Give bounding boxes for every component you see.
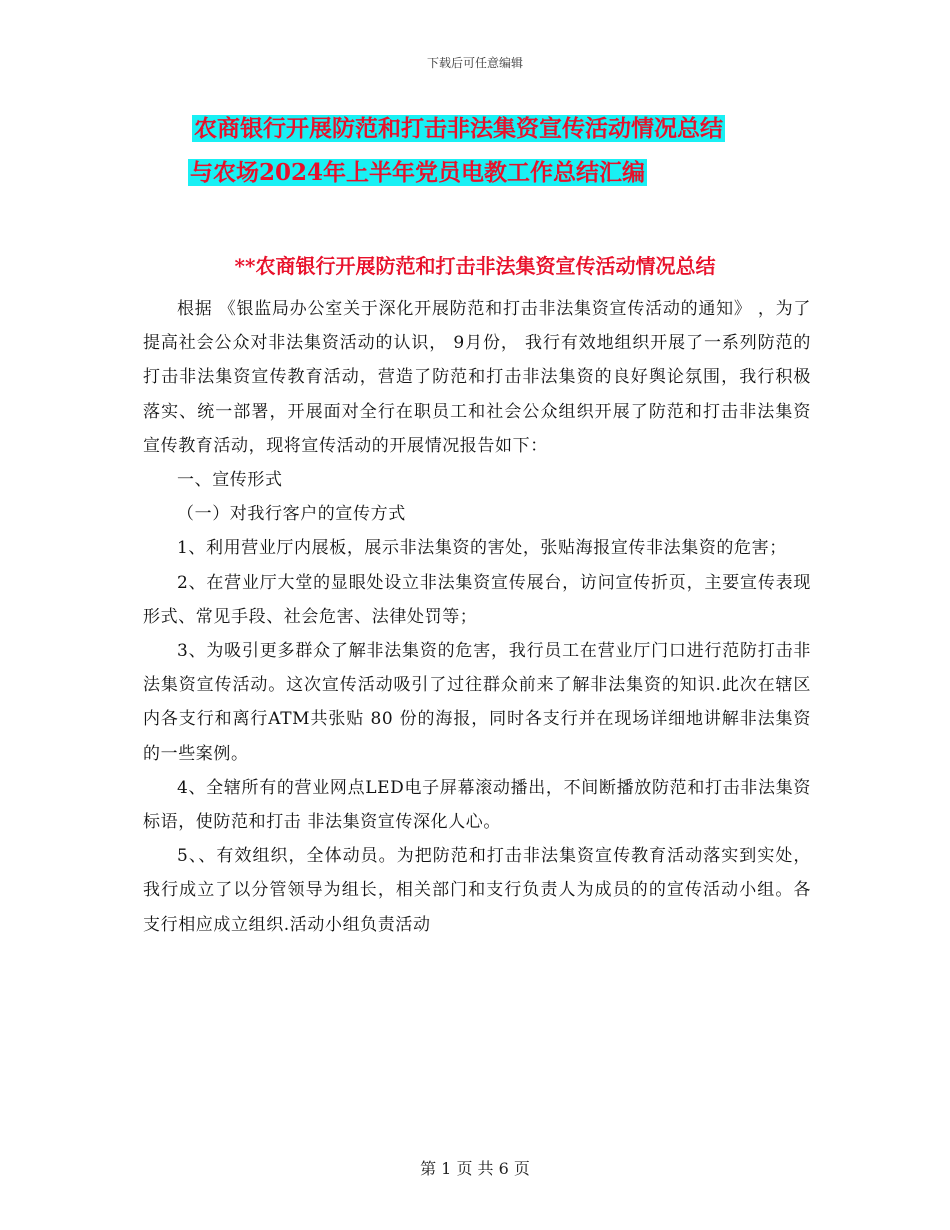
title-line-1-text: 农商银行开展防范和打击非法集资宣传活动情况总结 [194,115,723,142]
paragraph: （一）对我行客户的宣传方式 [177,504,406,525]
paragraph: 4、全辖所有的营业网点LED电子屏幕滚动播出，不间断播放防范和打击非法集资标语，使防范和打击 非法集资宣传深化人心。 [143,777,811,833]
paragraph: 5、、有效组织，全体动员。为把防范和打击非法集资宣传教育活动落实到实处，我行成立了以分管领导为组长，相关部门和支行负责人为成员的的宣传活动小组。各支行相应成立组织.活动小组负责活动 [143,846,811,935]
page-header-note: 下载后可任意编辑 [426,56,523,70]
paragraph: 3、为吸引更多群众了解非法集资的危害，我行员工在营业厅门口进行范防打击非法集资宣传活动。这次宣传活动吸引了过往群众前来了解非法集资的知识.此次在辖区内各支行和离行ATM共张贴 80 份的海报，同时各支行并在现场详细地讲解非法集资的一些案例。 [143,641,811,764]
document-body [143,292,811,942]
document-title-line-2 [0,156,950,190]
section-heading: **农商银行开展防范和打击非法集资宣传活动情况总结 [234,254,716,278]
title-line-2-text: 与农场2024年上半年党员电教工作总结汇编 [190,159,646,186]
paragraph: 根据 《银监局办公室关于深化开展防范和打击非法集资宣传活动的通知》 ，为了提高社会公众对非法集资活动的认识， 9月份， 我行有效地组织开展了一系列防范的打击非法集资宣传教育活动，营造了防范和打击非法集资的良好舆论氛围，我行积极落实、统一部署，开展面对全行在职员工和社会公众组织开展了防范和打击非法集资宣传教育活动，现将宣传活动的开展情况报告如下： [143,299,811,456]
paragraph: 2、在营业厅大堂的显眼处设立非法集资宣传展台，访问宣传折页，主要宣传表现形式、常见手段、社会危害、法律处罚等； [143,572,811,627]
page-number: 第 1 页 共 6 页 [420,1159,530,1178]
document-title-line-1 [0,112,950,146]
paragraph: 一、宣传形式 [177,470,283,491]
paragraph: 1、利用营业厅内展板，展示非法集资的害处，张贴海报宣传非法集资的危害； [177,538,787,559]
